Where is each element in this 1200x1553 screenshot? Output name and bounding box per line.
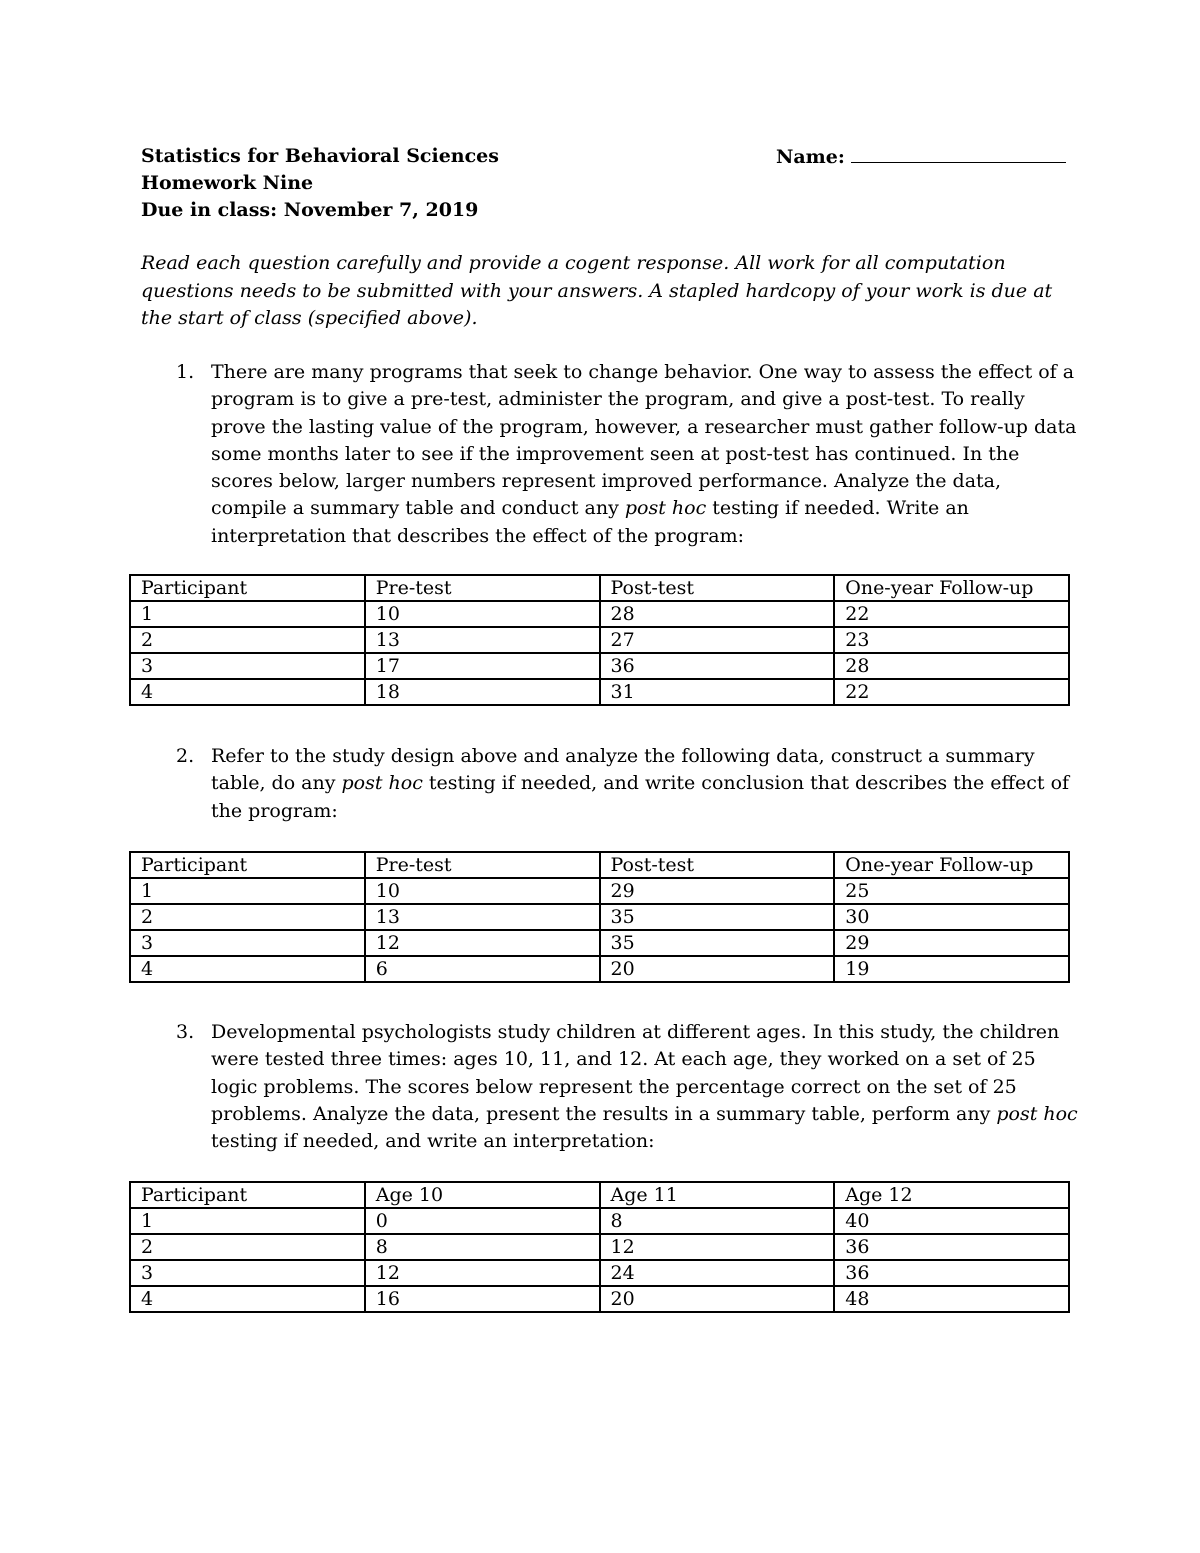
data-table-3 (129, 1181, 1070, 1313)
table-cell: 22 (834, 679, 1069, 705)
table-cell: 2 (130, 904, 365, 930)
table-cell: 2 (130, 627, 365, 653)
table-cell: 8 (600, 1208, 835, 1234)
course-title: Statistics for Behavioral Sciences (141, 145, 499, 167)
question-line: some months later to see if the improvement seen at post-test has continued. In the (211, 442, 1020, 465)
data-table-2 (129, 851, 1070, 983)
table-cell: 27 (600, 627, 835, 653)
table-row (130, 956, 1069, 982)
table-row (130, 679, 1069, 705)
table-cell: 1 (130, 878, 365, 904)
question-text (211, 1019, 1078, 1155)
name-label: Name: (776, 146, 845, 168)
question-text-segment: compile a summary table and conduct any (211, 497, 625, 520)
table-cell: 28 (834, 653, 1069, 679)
question-text-segment: testing if needed, and write conclusion that describes the effect of (422, 772, 1070, 795)
column-header: Participant (130, 1182, 365, 1208)
question-line: Developmental psychologists study children at different ages. In this study, the children (211, 1021, 1060, 1043)
table-row (130, 653, 1069, 679)
question-number: 2. (176, 745, 195, 767)
instructions-line: Read each question carefully and provide a cogent response. All work for all computation (141, 252, 1006, 274)
table-cell: 35 (600, 930, 835, 956)
question-line: interpretation that describes the effect of the program: (211, 524, 744, 547)
table-cell: 13 (365, 904, 600, 930)
table-cell: 1 (130, 1208, 365, 1234)
table-row (130, 904, 1069, 930)
emphasis-text: post hoc (624, 497, 707, 520)
table-header-row (130, 1182, 1069, 1208)
table-row (130, 1286, 1069, 1312)
table-cell: 10 (365, 601, 600, 627)
table-cell: 28 (600, 601, 835, 627)
table-row (130, 1208, 1069, 1234)
question-line: There are many programs that seek to change behavior. One way to assess the effect of a (211, 361, 1075, 383)
table-cell: 3 (130, 1260, 365, 1286)
question-line: logic problems. The scores below represent the percentage correct on the set of 25 (211, 1075, 1017, 1098)
emphasis-text: post hoc (341, 772, 423, 795)
table-cell: 20 (600, 956, 835, 982)
column-header: Age 12 (834, 1182, 1069, 1208)
table-cell: 40 (834, 1208, 1069, 1234)
emphasis-text: post hoc (996, 1102, 1078, 1125)
instructions (141, 250, 1053, 333)
table-cell: 10 (365, 878, 600, 904)
column-header: Post-test (600, 575, 835, 601)
question-line: Refer to the study design above and analyze the following data, construct a summary (211, 745, 1035, 767)
data-table-1 (129, 574, 1070, 706)
table-cell: 16 (365, 1286, 600, 1312)
table-cell: 12 (600, 1234, 835, 1260)
table-cell: 24 (600, 1260, 835, 1286)
table-cell: 19 (834, 956, 1069, 982)
table-cell: 4 (130, 679, 365, 705)
column-header: Age 11 (600, 1182, 835, 1208)
table-cell: 2 (130, 1234, 365, 1260)
table-cell: 31 (600, 679, 835, 705)
question-line: prove the lasting value of the program, however, a researcher must gather follow-up data (211, 415, 1077, 438)
question-number: 3. (176, 1021, 195, 1043)
instructions-line: questions needs to be submitted with your answers. A stapled hardcopy of your work is due at (141, 279, 1053, 302)
table-cell: 4 (130, 956, 365, 982)
table-header-row (130, 852, 1069, 878)
question-line: testing if needed, and write an interpretation: (211, 1130, 655, 1153)
question-text (211, 359, 1077, 550)
table-cell: 30 (834, 904, 1069, 930)
column-header: Participant (130, 575, 365, 601)
table-cell: 0 (365, 1208, 600, 1234)
table-cell: 17 (365, 653, 600, 679)
question-line: the program: (211, 799, 338, 822)
table-cell: 48 (834, 1286, 1069, 1312)
table-cell: 1 (130, 601, 365, 627)
question-line (211, 1101, 1078, 1128)
table-cell: 36 (834, 1234, 1069, 1260)
due-date: Due in class: November 7, 2019 (141, 199, 479, 221)
question-line: were tested three times: ages 10, 11, and 12. At each age, they worked on a set of 25 (211, 1048, 1036, 1071)
question-text (211, 743, 1070, 825)
question-text-segment: problems. Analyze the data, present the results in a summary table, perform any (211, 1102, 997, 1125)
question-line (211, 495, 1061, 522)
column-header: Participant (130, 852, 365, 878)
question-line: program is to give a pre-test, administer the program, and give a post-test. To really (211, 388, 1025, 411)
column-header: One-year Follow-up (834, 852, 1069, 878)
table-cell: 13 (365, 627, 600, 653)
table-row (130, 878, 1069, 904)
table-cell: 6 (365, 956, 600, 982)
table-cell: 36 (834, 1260, 1069, 1286)
name-blank-line (851, 143, 1066, 163)
table-cell: 36 (600, 653, 835, 679)
table-row (130, 1234, 1069, 1260)
table-cell: 20 (600, 1286, 835, 1312)
instructions-line: the start of class (specified above). (141, 307, 478, 329)
table-cell: 35 (600, 904, 835, 930)
question-line (211, 770, 1070, 797)
question-number: 1. (176, 361, 195, 383)
name-field (776, 143, 1066, 171)
table-row (130, 627, 1069, 653)
question-line: scores below, larger numbers represent improved performance. Analyze the data, (211, 470, 1002, 493)
question-text-segment: table, do any (211, 772, 342, 795)
table-cell: 29 (600, 878, 835, 904)
table-row (130, 930, 1069, 956)
homework-title: Homework Nine (141, 172, 314, 194)
table-cell: 18 (365, 679, 600, 705)
table-header-row (130, 575, 1069, 601)
column-header: Pre-test (365, 852, 600, 878)
question-text-segment: testing if needed. Write an (706, 497, 969, 520)
table-cell: 12 (365, 930, 600, 956)
table-cell: 22 (834, 601, 1069, 627)
table-cell: 4 (130, 1286, 365, 1312)
table-row (130, 601, 1069, 627)
table-cell: 3 (130, 653, 365, 679)
table-cell: 12 (365, 1260, 600, 1286)
column-header: Pre-test (365, 575, 600, 601)
column-header: Age 10 (365, 1182, 600, 1208)
table-cell: 23 (834, 627, 1069, 653)
table-row (130, 1260, 1069, 1286)
table-cell: 8 (365, 1234, 600, 1260)
table-cell: 3 (130, 930, 365, 956)
column-header: One-year Follow-up (834, 575, 1069, 601)
column-header: Post-test (600, 852, 835, 878)
table-cell: 25 (834, 878, 1069, 904)
table-cell: 29 (834, 930, 1069, 956)
